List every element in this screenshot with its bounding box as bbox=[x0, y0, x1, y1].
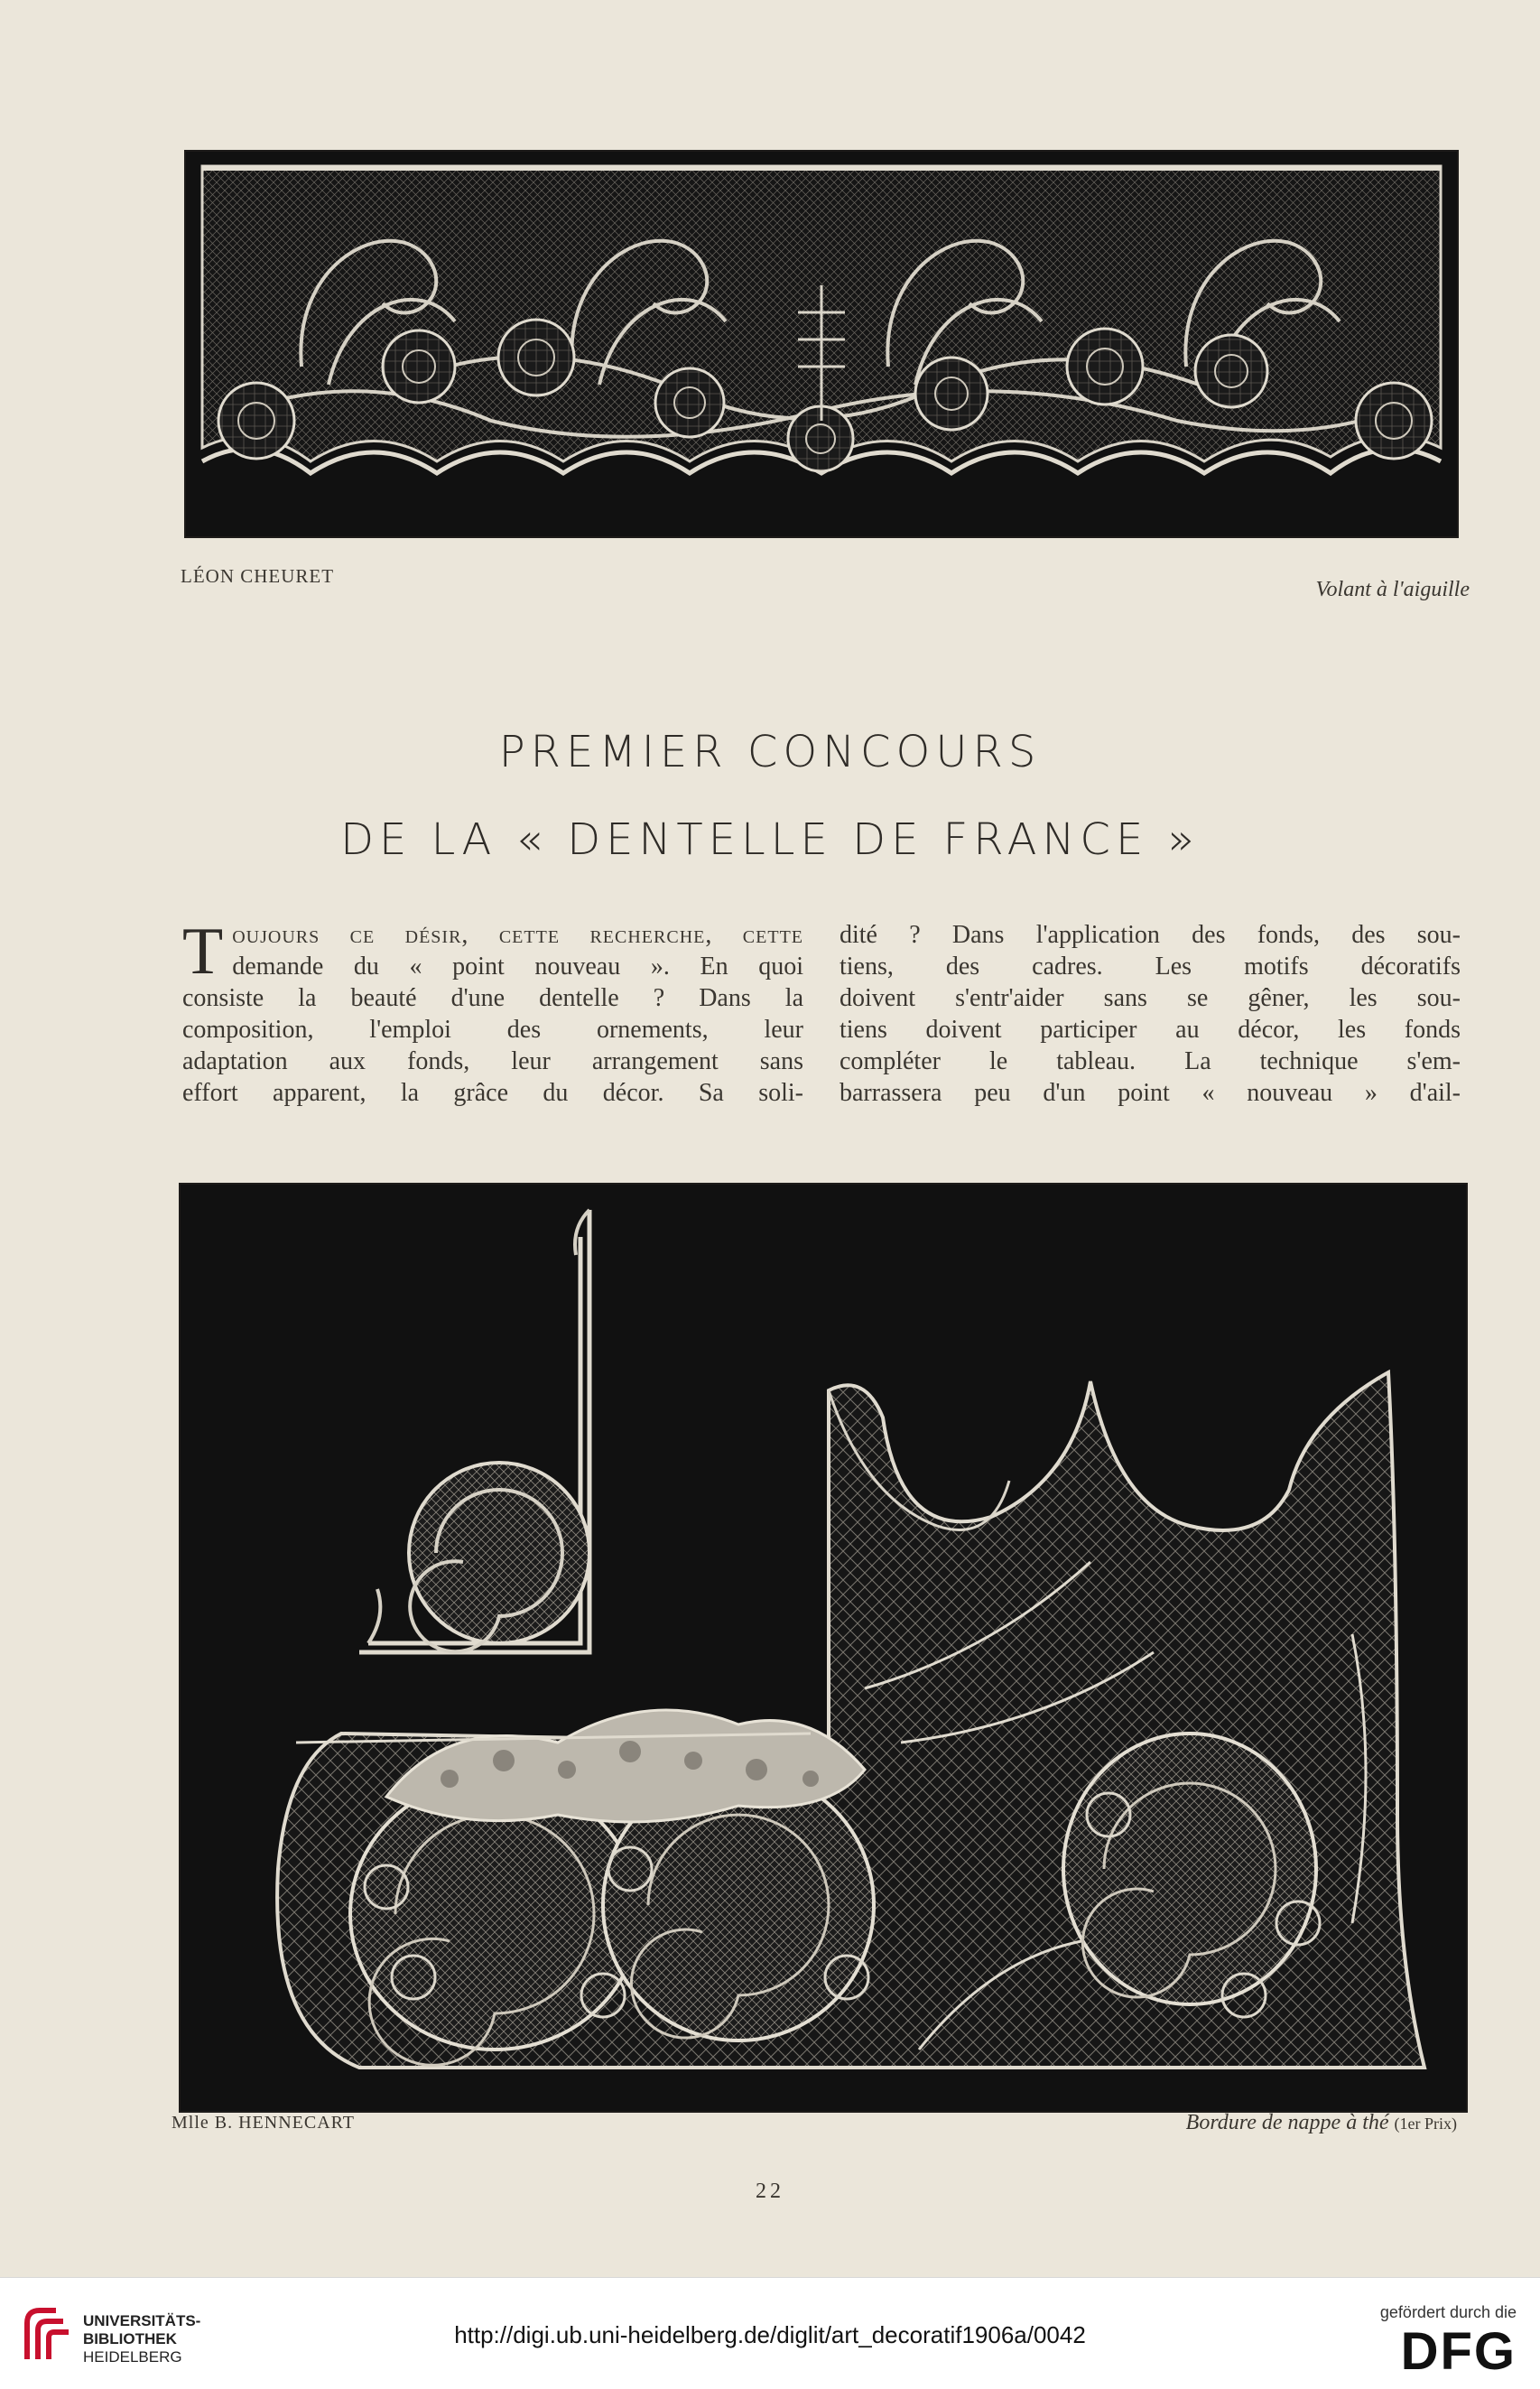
source-url[interactable]: http://digi.ub.uni-heidelberg.de/diglit/art_decoratif1906a/0042 bbox=[454, 2321, 1086, 2348]
article-column-right bbox=[840, 919, 1461, 1109]
article-title-line2: DE LA « DENTELLE DE FRANCE » bbox=[340, 814, 1200, 865]
text-line: tiens doivent participer au décor, les fonds bbox=[840, 1016, 1461, 1044]
bottom-plate-title-text: Bordure de nappe à thé bbox=[1185, 2111, 1389, 2134]
dfg-logo: DFG bbox=[1400, 2322, 1517, 2381]
drop-cap: T bbox=[182, 915, 224, 989]
article-column-left bbox=[182, 915, 803, 1109]
article-title-line1: PREMIER CONCOURS bbox=[498, 727, 1042, 777]
top-plate-artist: LÉON CHEURET bbox=[181, 565, 335, 587]
library-line2: BIBLIOTHEK bbox=[83, 2330, 177, 2347]
library-line3: HEIDELBERG bbox=[83, 2348, 182, 2366]
text-line: effort apparent, la grâce du décor. Sa soli- bbox=[182, 1079, 803, 1107]
text-line: composition, l'emploi des ornements, leur bbox=[182, 1016, 803, 1044]
bottom-plate-artist: Mlle B. HENNECART bbox=[172, 2113, 356, 2133]
text-line: dité ? Dans l'application des fonds, des sou- bbox=[840, 921, 1461, 949]
text-line: compléter le tableau. La technique s'em- bbox=[840, 1047, 1461, 1075]
bottom-plate-title bbox=[1186, 2111, 1457, 2135]
lace-tablecloth-border-illustration bbox=[179, 1183, 1468, 2113]
lace-plate-bottom bbox=[179, 1183, 1468, 2113]
text-line: oujours ce désir, cette recherche, cette bbox=[232, 921, 803, 949]
text-line: adaptation aux fonds, leur arrangement sans bbox=[182, 1047, 803, 1075]
digitization-footer bbox=[0, 2277, 1540, 2389]
bottom-plate-prize: (1er Prix) bbox=[1394, 2115, 1457, 2133]
text-line: consiste la beauté d'une dentelle ? Dans la bbox=[182, 984, 803, 1012]
page-number: 22 bbox=[756, 2180, 784, 2203]
text-line: demande du « point nouveau ». En quoi bbox=[232, 953, 803, 981]
library-line1: UNIVERSITÄTS- bbox=[83, 2312, 201, 2329]
lace-plate-top bbox=[184, 150, 1459, 538]
funded-by-label: gefördert durch die bbox=[1379, 2303, 1517, 2321]
text-line: barrassera peu d'un point « nouveau » d'ail- bbox=[840, 1079, 1461, 1107]
top-plate-title bbox=[1316, 578, 1470, 602]
text-line: doivent s'entr'aider sans se gêner, les sou- bbox=[840, 984, 1461, 1012]
text-line: tiens, des cadres. Les motifs décoratifs bbox=[840, 953, 1461, 981]
lace-volant-illustration bbox=[184, 150, 1459, 538]
top-plate-title-text: Volant à l'aiguille bbox=[1315, 578, 1470, 601]
